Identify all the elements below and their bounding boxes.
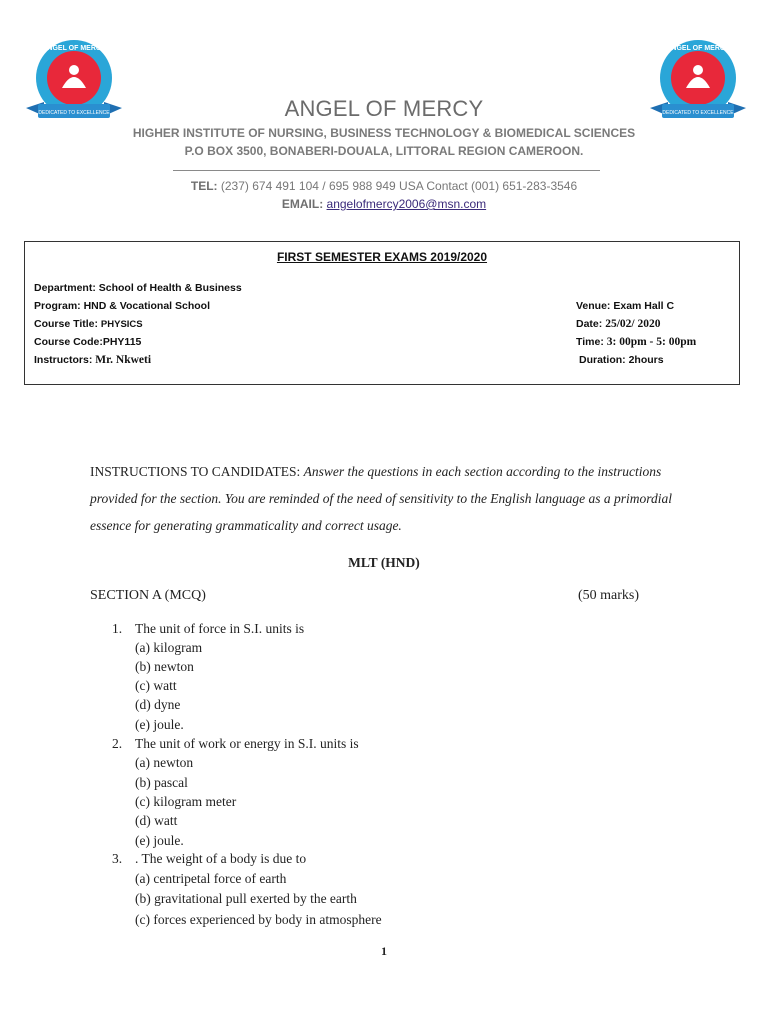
program-field: Program: HND & Vocational School [34, 300, 210, 312]
question-text: . The weight of a body is due to [135, 851, 307, 866]
option-item: (b) pascal [135, 775, 188, 790]
question-number: 1. [112, 621, 123, 636]
option-item: (e) joule. [135, 717, 184, 732]
time-field [576, 336, 696, 348]
option-item: (d) dyne [135, 697, 181, 712]
institute-telephone [0, 179, 768, 193]
exam-details-box [24, 241, 740, 385]
course-title-label: Course Title: [34, 318, 98, 330]
track-heading: MLT (HND) [348, 555, 420, 570]
option-item: (c) watt [135, 678, 177, 693]
institute-address: P.O BOX 3500, BONABERI-DOUALA, LITTORAL REGION CAMEROON. [184, 144, 584, 158]
email-label: EMAIL: [281, 197, 324, 211]
question-number: 3. [112, 851, 123, 866]
option-item: (d) watt [135, 813, 178, 828]
option-item: (c) kilogram meter [135, 794, 237, 809]
svg-text:ANGEL OF MERCY: ANGEL OF MERCY [42, 45, 106, 52]
email-link[interactable]: angelofmercy2006@msn.com [326, 197, 487, 211]
instructions-text: Answer the questions in each section according to the instructions provided for the section. You are reminded of the need of sensitivity to the English language as a primordial essence for generating grammaticality and correct usage. [90, 464, 673, 533]
duration-field: Duration: 2hours [579, 354, 664, 366]
question-number: 2. [112, 736, 123, 751]
question-text: The unit of work or energy in S.I. units is [135, 736, 359, 751]
option-item: (a) newton [135, 755, 194, 770]
date-label: Date: [576, 318, 603, 330]
course-title-field [34, 318, 143, 330]
course-title-value: PHYSICS [100, 319, 143, 330]
option-item: (a) centripetal force of earth [135, 871, 287, 886]
svg-text:DEDICATED TO EXCELLENCE: DEDICATED TO EXCELLENCE [662, 110, 734, 116]
exam-title: FIRST SEMESTER EXAMS 2019/2020 [276, 250, 488, 264]
instructors-label: Instructors: [34, 354, 93, 366]
telephone-label: TEL: [190, 179, 218, 193]
department-field: Department: School of Health & Business [34, 282, 242, 294]
svg-text:ANGEL OF MERCY: ANGEL OF MERCY [666, 45, 730, 52]
svg-text:DEDICATED TO EXCELLENCE: DEDICATED TO EXCELLENCE [38, 110, 110, 116]
institute-name: ANGEL OF MERCY [284, 96, 484, 121]
section-title: SECTION A (MCQ) [90, 588, 206, 603]
option-item: (b) newton [135, 659, 194, 674]
telephone-value: (237) 674 491 104 / 695 988 949 USA Contact (001) 651-283-3546 [220, 179, 578, 193]
section-marks: (50 marks) [578, 588, 640, 603]
time-value: 3: 00pm - 5: 00pm [606, 336, 697, 348]
page-number: 1 [381, 944, 387, 958]
option-item: (e) joule. [135, 833, 184, 848]
option-item: (c) forces experienced by body in atmosphere [135, 912, 382, 927]
option-item: (a) kilogram [135, 640, 203, 655]
header-divider [173, 170, 600, 171]
institute-email [0, 197, 768, 211]
course-code-field: Course Code:PHY115 [34, 336, 142, 348]
instructions-paragraph [90, 458, 680, 539]
question-text: The unit of force in S.I. units is [135, 621, 305, 636]
date-value: 25/02/ 2020 [605, 318, 661, 330]
venue-field: Venue: Exam Hall C [576, 300, 675, 312]
date-field [576, 318, 660, 330]
time-label: Time: [576, 336, 604, 348]
instructions-label: INSTRUCTIONS TO CANDIDATES: [90, 464, 301, 479]
option-item: (b) gravitational pull exerted by the earth [135, 891, 357, 906]
instructors-value: Mr. Nkweti [95, 354, 152, 366]
instructors-field [34, 354, 151, 366]
institute-subtitle: HIGHER INSTITUTE OF NURSING, BUSINESS TECHNOLOGY & BIOMEDICAL SCIENCES [132, 126, 636, 140]
